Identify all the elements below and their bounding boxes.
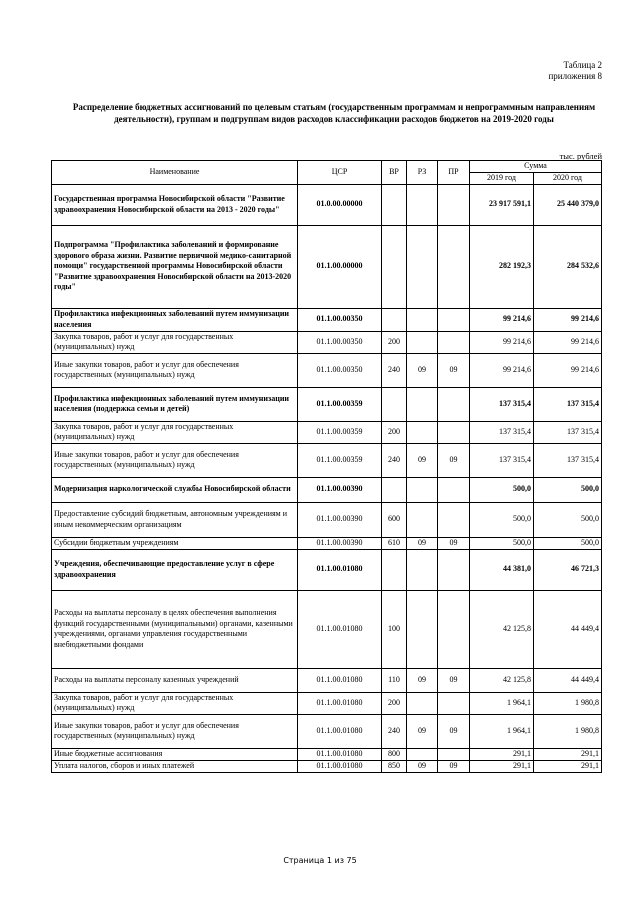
row-rz-cell: 09: [407, 668, 438, 692]
row-csr-cell: 01.1.00.01080: [298, 692, 382, 714]
row-pr-cell: [438, 421, 470, 443]
row-2020-cell: 99 214,6: [534, 308, 602, 331]
column-header-sum: Сумма: [470, 161, 602, 173]
table-row: [52, 714, 602, 748]
table-number: Таблица 2: [563, 60, 602, 70]
row-vr-cell: 200: [382, 421, 407, 443]
row-csr-cell: 01.1.00.00359: [298, 421, 382, 443]
row-2020-cell: 137 315,4: [534, 443, 602, 477]
row-rz-cell: [407, 502, 438, 537]
row-rz-cell: [407, 692, 438, 714]
row-csr-cell: 01.1.00.01080: [298, 760, 382, 772]
table-row: [52, 331, 602, 353]
table-row: [52, 692, 602, 714]
row-pr-cell: 09: [438, 537, 470, 549]
table-row: [52, 308, 602, 331]
row-2019-cell: 291,1: [470, 760, 534, 772]
row-2019-cell: 1 964,1: [470, 692, 534, 714]
row-2020-cell: 46 721,3: [534, 549, 602, 590]
row-name-cell: Государственная программа Новосибирской области "Развитие здравоохранения Новосибирской области на 2013 - 2020 годы": [52, 184, 298, 225]
row-name-cell: Закупка товаров, работ и услуг для государственных (муниципальных) нужд: [52, 331, 298, 353]
row-2019-cell: 500,0: [470, 502, 534, 537]
row-vr-cell: 100: [382, 590, 407, 668]
row-rz-cell: [407, 421, 438, 443]
column-header-2019: 2019 год: [470, 172, 534, 184]
row-vr-cell: 600: [382, 502, 407, 537]
row-rz-cell: [407, 184, 438, 225]
row-name-cell: Закупка товаров, работ и услуг для государственных (муниципальных) нужд: [52, 692, 298, 714]
row-pr-cell: 09: [438, 668, 470, 692]
table-row: [52, 748, 602, 760]
table-reference: [548, 60, 602, 82]
row-2020-cell: 1 980,8: [534, 692, 602, 714]
row-csr-cell: 01.1.00.00390: [298, 537, 382, 549]
row-2020-cell: 99 214,6: [534, 331, 602, 353]
table-row: [52, 421, 602, 443]
table-row: [52, 477, 602, 502]
row-rz-cell: 09: [407, 714, 438, 748]
row-name-cell: Субсидии бюджетным учреждениям: [52, 537, 298, 549]
row-pr-cell: 09: [438, 760, 470, 772]
row-2019-cell: 42 125,8: [470, 668, 534, 692]
row-rz-cell: [407, 590, 438, 668]
row-csr-cell: 01.1.00.00350: [298, 331, 382, 353]
table-row: [52, 387, 602, 421]
row-rz-cell: 09: [407, 760, 438, 772]
row-pr-cell: [438, 387, 470, 421]
row-2019-cell: 1 964,1: [470, 714, 534, 748]
row-2019-cell: 137 315,4: [470, 387, 534, 421]
row-name-cell: Уплата налогов, сборов и иных платежей: [52, 760, 298, 772]
row-pr-cell: [438, 748, 470, 760]
row-pr-cell: [438, 549, 470, 590]
row-2019-cell: 500,0: [470, 477, 534, 502]
row-2019-cell: 44 381,0: [470, 549, 534, 590]
row-vr-cell: 240: [382, 714, 407, 748]
row-vr-cell: 200: [382, 331, 407, 353]
row-vr-cell: [382, 225, 407, 308]
row-vr-cell: 800: [382, 748, 407, 760]
row-rz-cell: 09: [407, 443, 438, 477]
row-name-cell: Иные бюджетные ассигнования: [52, 748, 298, 760]
row-2020-cell: 99 214,6: [534, 353, 602, 387]
table-row: [52, 668, 602, 692]
row-2019-cell: 99 214,6: [470, 308, 534, 331]
row-vr-cell: 850: [382, 760, 407, 772]
table-row: [52, 760, 602, 772]
row-name-cell: Профилактика инфекционных заболеваний путем иммунизации населения (поддержка семьи и детей): [52, 387, 298, 421]
row-rz-cell: [407, 477, 438, 502]
row-csr-cell: 01.1.00.01080: [298, 748, 382, 760]
table-row: [52, 549, 602, 590]
row-2019-cell: 137 315,4: [470, 421, 534, 443]
table-row: [52, 443, 602, 477]
row-rz-cell: 09: [407, 537, 438, 549]
row-vr-cell: [382, 387, 407, 421]
column-header-rz: РЗ: [407, 161, 438, 185]
row-2019-cell: 137 315,4: [470, 443, 534, 477]
row-2020-cell: 1 980,8: [534, 714, 602, 748]
row-2019-cell: 23 917 591,1: [470, 184, 534, 225]
row-pr-cell: [438, 502, 470, 537]
row-pr-cell: [438, 477, 470, 502]
units-label: тыс. рублей: [559, 151, 602, 161]
row-name-cell: Учреждения, обеспечивающие предоставление услуг в сфере здравоохранения: [52, 549, 298, 590]
row-name-cell: Иные закупки товаров, работ и услуг для обеспечения государственных (муниципальных) нужд: [52, 443, 298, 477]
row-pr-cell: 09: [438, 353, 470, 387]
row-2020-cell: 44 449,4: [534, 590, 602, 668]
row-name-cell: Модернизация наркологической службы Новосибирской области: [52, 477, 298, 502]
row-2020-cell: 137 315,4: [534, 421, 602, 443]
row-rz-cell: 09: [407, 353, 438, 387]
row-csr-cell: 01.1.00.00390: [298, 477, 382, 502]
table-row: [52, 502, 602, 537]
row-rz-cell: [407, 308, 438, 331]
row-2019-cell: 291,1: [470, 748, 534, 760]
row-csr-cell: 01.1.00.00359: [298, 443, 382, 477]
row-vr-cell: 610: [382, 537, 407, 549]
column-header-csr: ЦСР: [298, 161, 382, 185]
row-2020-cell: 291,1: [534, 748, 602, 760]
row-2019-cell: 500,0: [470, 537, 534, 549]
row-2020-cell: 500,0: [534, 477, 602, 502]
row-vr-cell: 240: [382, 443, 407, 477]
row-csr-cell: 01.1.00.00350: [298, 353, 382, 387]
table-row: [52, 184, 602, 225]
row-2019-cell: 282 192,3: [470, 225, 534, 308]
row-vr-cell: [382, 308, 407, 331]
row-2020-cell: 137 315,4: [534, 387, 602, 421]
table-row: [52, 590, 602, 668]
row-pr-cell: [438, 184, 470, 225]
document-title: Распределение бюджетных ассигнований по целевым статьям (государственным программам и непрограммным направлениям деятельности), группам и подгруппам видов расходов классификации расходов бюджетов на 2019-2020 годы: [72, 102, 596, 124]
row-name-cell: Иные закупки товаров, работ и услуг для обеспечения государственных (муниципальных) нужд: [52, 353, 298, 387]
row-rz-cell: [407, 748, 438, 760]
table-row: [52, 537, 602, 549]
table-row: [52, 225, 602, 308]
row-pr-cell: [438, 308, 470, 331]
row-name-cell: Расходы на выплаты персоналу казенных учреждений: [52, 668, 298, 692]
row-2020-cell: 25 440 379,0: [534, 184, 602, 225]
row-pr-cell: [438, 590, 470, 668]
column-header-pr: ПР: [438, 161, 470, 185]
row-pr-cell: [438, 692, 470, 714]
column-header-2020: 2020 год: [534, 172, 602, 184]
row-vr-cell: [382, 184, 407, 225]
row-name-cell: Иные закупки товаров, работ и услуг для обеспечения государственных (муниципальных) нужд: [52, 714, 298, 748]
row-vr-cell: [382, 477, 407, 502]
row-csr-cell: 01.1.00.00000: [298, 225, 382, 308]
row-csr-cell: 01.1.00.00390: [298, 502, 382, 537]
row-name-cell: Закупка товаров, работ и услуг для государственных (муниципальных) нужд: [52, 421, 298, 443]
row-2019-cell: 42 125,8: [470, 590, 534, 668]
row-2020-cell: 500,0: [534, 537, 602, 549]
row-csr-cell: 01.1.00.00359: [298, 387, 382, 421]
row-csr-cell: 01.1.00.01080: [298, 549, 382, 590]
row-pr-cell: 09: [438, 714, 470, 748]
row-name-cell: Предоставление субсидий бюджетным, автономным учреждениям и иным некоммерческим организациям: [52, 502, 298, 537]
row-csr-cell: 01.1.00.01080: [298, 714, 382, 748]
row-vr-cell: 110: [382, 668, 407, 692]
row-csr-cell: 01.1.00.01080: [298, 590, 382, 668]
row-csr-cell: 01.0.00.00000: [298, 184, 382, 225]
row-2019-cell: 99 214,6: [470, 331, 534, 353]
appendix-number: приложения 8: [548, 71, 602, 81]
row-2020-cell: 44 449,4: [534, 668, 602, 692]
row-vr-cell: 240: [382, 353, 407, 387]
row-2020-cell: 500,0: [534, 502, 602, 537]
row-name-cell: Профилактика инфекционных заболеваний путем иммунизации населения: [52, 308, 298, 331]
row-vr-cell: [382, 549, 407, 590]
budget-table: [51, 160, 602, 773]
row-rz-cell: [407, 225, 438, 308]
row-2019-cell: 99 214,6: [470, 353, 534, 387]
column-header-vr: ВР: [382, 161, 407, 185]
column-header-name: Наименование: [52, 161, 298, 185]
row-pr-cell: [438, 331, 470, 353]
row-rz-cell: [407, 549, 438, 590]
row-csr-cell: 01.1.00.00350: [298, 308, 382, 331]
row-2020-cell: 291,1: [534, 760, 602, 772]
row-vr-cell: 200: [382, 692, 407, 714]
row-2020-cell: 284 532,6: [534, 225, 602, 308]
row-pr-cell: [438, 225, 470, 308]
row-name-cell: Подпрограмма "Профилактика заболеваний и формирование здорового образа жизни. Развитие первичной медико-санитарной помощи" государственной программы Новосибирской области "Развитие здравоохранения Новосибирской области на 2013-2020 годы": [52, 225, 298, 308]
row-name-cell: Расходы на выплаты персоналу в целях обеспечения выполнения функций государственными (муниципальными) органами, казенными учреждениями, органами управления государственными внебюджетными фондами: [52, 590, 298, 668]
row-csr-cell: 01.1.00.01080: [298, 668, 382, 692]
table-row: [52, 353, 602, 387]
row-pr-cell: 09: [438, 443, 470, 477]
row-rz-cell: [407, 331, 438, 353]
page-footer: Страница 1 из 75: [283, 856, 357, 865]
table-body: [52, 184, 602, 772]
row-rz-cell: [407, 387, 438, 421]
